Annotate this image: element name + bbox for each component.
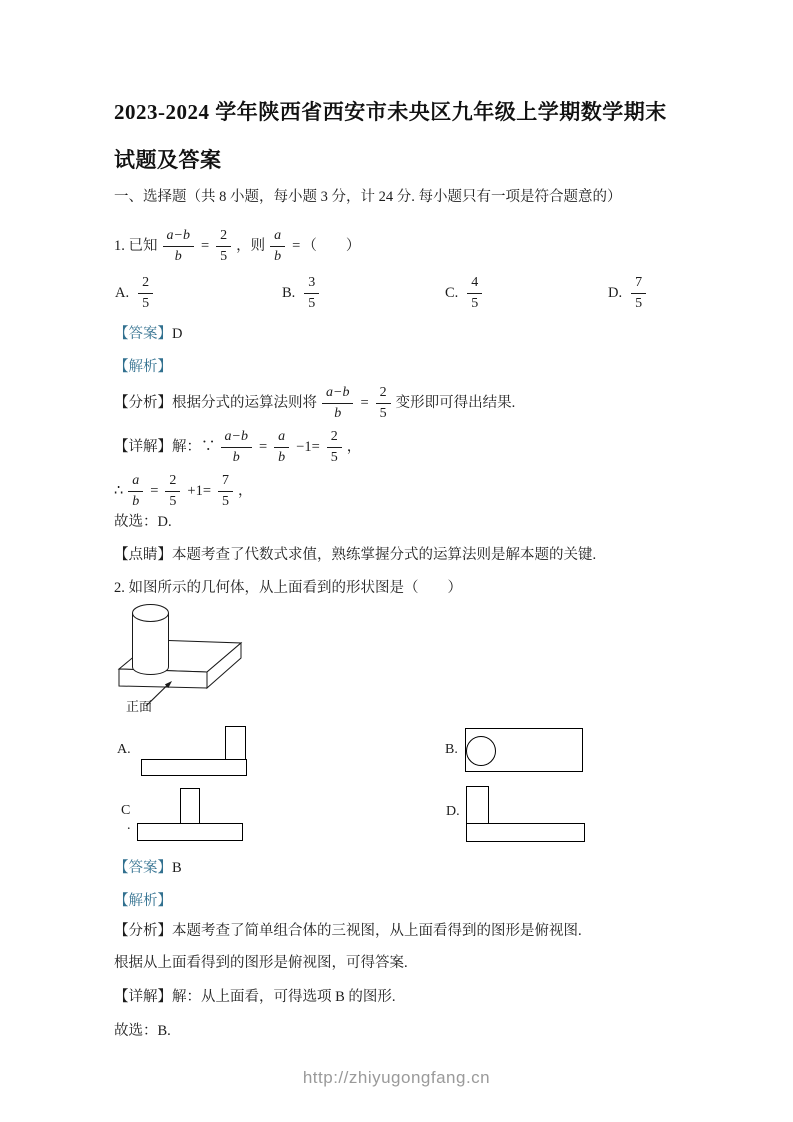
q1-answer-line xyxy=(114,324,182,344)
fenxi-marker: 【分析】 xyxy=(114,923,172,939)
numerator: 7 xyxy=(218,472,233,492)
numerator: a−b xyxy=(322,384,353,404)
denominator: b xyxy=(174,248,182,264)
equals-sign: = xyxy=(150,482,159,499)
fraction-a-over-b xyxy=(270,227,285,265)
option-label: C. xyxy=(445,284,459,301)
page-title-line2: 试题及答案 xyxy=(114,148,222,172)
option-label: A. xyxy=(115,284,130,301)
denominator: 5 xyxy=(142,295,150,311)
denominator: b xyxy=(278,449,286,465)
q2-guxuan: 故选：B. xyxy=(114,1023,171,1039)
equals-sign: = xyxy=(360,394,369,411)
q2-answer-line xyxy=(114,858,182,878)
denominator: 5 xyxy=(169,493,177,509)
q2-option-d-horizontal-rect xyxy=(466,823,585,842)
q1-stem xyxy=(114,221,360,271)
numerator: 3 xyxy=(304,274,319,294)
q2-fenxi-text1: 本题考查了简单组合体的三视图，从上面看得到的图形是俯视图. xyxy=(172,923,582,939)
q2-stem: 2. 如图所示的几何体，从上面看到的形状图是（ ） xyxy=(114,580,462,596)
fenxi-marker: 【分析】 xyxy=(114,394,172,411)
q2-detail-line xyxy=(114,987,396,1007)
comma: ， xyxy=(238,482,253,499)
q2-option-c-vertical-rect xyxy=(180,788,200,824)
footer-watermark-url: http://zhiyugongfang.cn xyxy=(302,1068,491,1087)
dianjing-marker: 【点睛】 xyxy=(114,547,172,563)
numerator: 2 xyxy=(327,428,342,448)
q1-answer-value: D xyxy=(172,326,183,342)
denominator: 5 xyxy=(330,449,338,465)
fraction-2-over-5 xyxy=(165,472,180,510)
denominator: b xyxy=(334,405,342,421)
front-face-label: 正面 xyxy=(126,699,153,714)
q1-jiexi-line xyxy=(114,357,172,377)
fraction-7-over-5 xyxy=(631,274,646,312)
q1-fenxi-line xyxy=(114,378,515,428)
q2-option-a-vertical-rect xyxy=(225,726,246,760)
q2-option-a-label: A. xyxy=(117,742,131,757)
q1-option-a xyxy=(115,274,158,312)
fraction-7-over-5 xyxy=(218,472,233,510)
q2-detail-text: 解：从上面看，可得选项 B 的图形. xyxy=(172,989,396,1005)
q1-detail-line2 xyxy=(114,466,253,516)
q2-option-a-horizontal-rect xyxy=(141,759,247,776)
answer-marker: 【答案】 xyxy=(114,326,172,342)
answer-blank-parentheses: （ ） xyxy=(302,237,361,254)
q1-guxuan: 故选：D. xyxy=(114,514,172,530)
q1-option-d xyxy=(608,274,651,312)
numerator: a−b xyxy=(221,428,252,448)
fraction-a-minus-b-over-b xyxy=(221,428,252,466)
q1-dianjing-text: 本题考查了代数式求值，熟练掌握分式的运算法则是解本题的关键. xyxy=(172,547,597,563)
q1-detail-pre: 解：∵ xyxy=(172,438,216,455)
denominator: 5 xyxy=(635,295,643,311)
fraction-3-over-5 xyxy=(304,274,319,312)
denominator: b xyxy=(132,493,140,509)
q2-option-c-period: . xyxy=(127,818,131,833)
denominator: 5 xyxy=(220,248,228,264)
numerator: 2 xyxy=(138,274,153,294)
xiangjie-marker: 【详解】 xyxy=(114,438,172,455)
q2-option-b-circle xyxy=(466,736,496,766)
fraction-a-minus-b-over-b xyxy=(163,227,194,265)
cylinder-body xyxy=(133,613,169,674)
denominator: 5 xyxy=(222,493,230,509)
numerator: 2 xyxy=(165,472,180,492)
q2-solid-figure xyxy=(112,597,297,719)
equals-sign: = xyxy=(258,438,268,455)
fraction-a-over-b xyxy=(128,472,143,510)
fraction-2-over-5 xyxy=(376,384,391,422)
q1-detail-line1 xyxy=(114,422,361,472)
q2-fenxi-line1 xyxy=(114,921,582,941)
q2-jiexi-line xyxy=(114,891,172,911)
q1-option-b xyxy=(282,274,324,312)
therefore-symbol: ∴ xyxy=(114,482,124,499)
numerator: 2 xyxy=(216,227,231,247)
q2-option-b-label: B. xyxy=(445,742,458,757)
option-label: D. xyxy=(608,284,623,301)
fraction-a-minus-b-over-b xyxy=(322,384,353,422)
q2-fenxi-line2: 根据从上面看得到的图形是俯视图，可得答案. xyxy=(114,955,408,971)
plus-one-equals: +1= xyxy=(187,482,212,499)
q2-option-c-horizontal-rect xyxy=(137,823,243,841)
numerator: 2 xyxy=(376,384,391,404)
denominator: b xyxy=(274,248,282,264)
denominator: 5 xyxy=(379,405,387,421)
equals-sign: = xyxy=(200,237,210,254)
numerator: a xyxy=(274,428,289,448)
fraction-2-over-5 xyxy=(327,428,342,466)
q1-fenxi-post: 变形即可得出结果. xyxy=(395,394,516,411)
section-header: 一、选择题（共 8 小题，每小题 3 分，计 24 分. 每小题只有一项是符合题意的） xyxy=(114,189,622,205)
q1-option-c xyxy=(445,274,487,312)
cylinder-top-ellipse xyxy=(133,605,169,622)
page-title-line1: 2023-2024 学年陕西省西安市未央区九年级上学期数学期末 xyxy=(114,100,667,124)
q1-dianjing-line xyxy=(114,545,596,565)
option-label: B. xyxy=(282,284,296,301)
jiexi-marker: 【解析】 xyxy=(114,359,172,375)
q2-option-d-label: D. xyxy=(446,804,460,819)
numerator: a xyxy=(128,472,143,492)
numerator: 4 xyxy=(467,274,482,294)
q1-number-and-prefix: 1. 已知 xyxy=(114,237,158,254)
fraction-2-over-5 xyxy=(216,227,231,265)
minus-one-equals: −1= xyxy=(296,438,320,455)
jiexi-marker: 【解析】 xyxy=(114,893,172,909)
fraction-2-over-5 xyxy=(138,274,153,312)
fraction-4-over-5 xyxy=(467,274,482,312)
q2-answer-value: B xyxy=(172,860,182,876)
xiangjie-marker: 【详解】 xyxy=(114,989,172,1005)
denominator: b xyxy=(232,449,240,465)
q1-stem-mid: ，则 xyxy=(236,237,266,254)
fraction-a-over-b xyxy=(274,428,289,466)
numerator: a xyxy=(270,227,285,247)
denominator: 5 xyxy=(308,295,316,311)
q2-option-d-vertical-rect xyxy=(466,786,489,824)
numerator: a−b xyxy=(163,227,194,247)
denominator: 5 xyxy=(471,295,479,311)
answer-marker: 【答案】 xyxy=(114,860,172,876)
q2-option-c-label: C xyxy=(121,803,131,818)
equals-sign: = xyxy=(292,237,301,254)
comma: ， xyxy=(346,438,362,455)
q1-fenxi-pre: 根据分式的运算法则将 xyxy=(172,394,317,411)
numerator: 7 xyxy=(631,274,646,294)
